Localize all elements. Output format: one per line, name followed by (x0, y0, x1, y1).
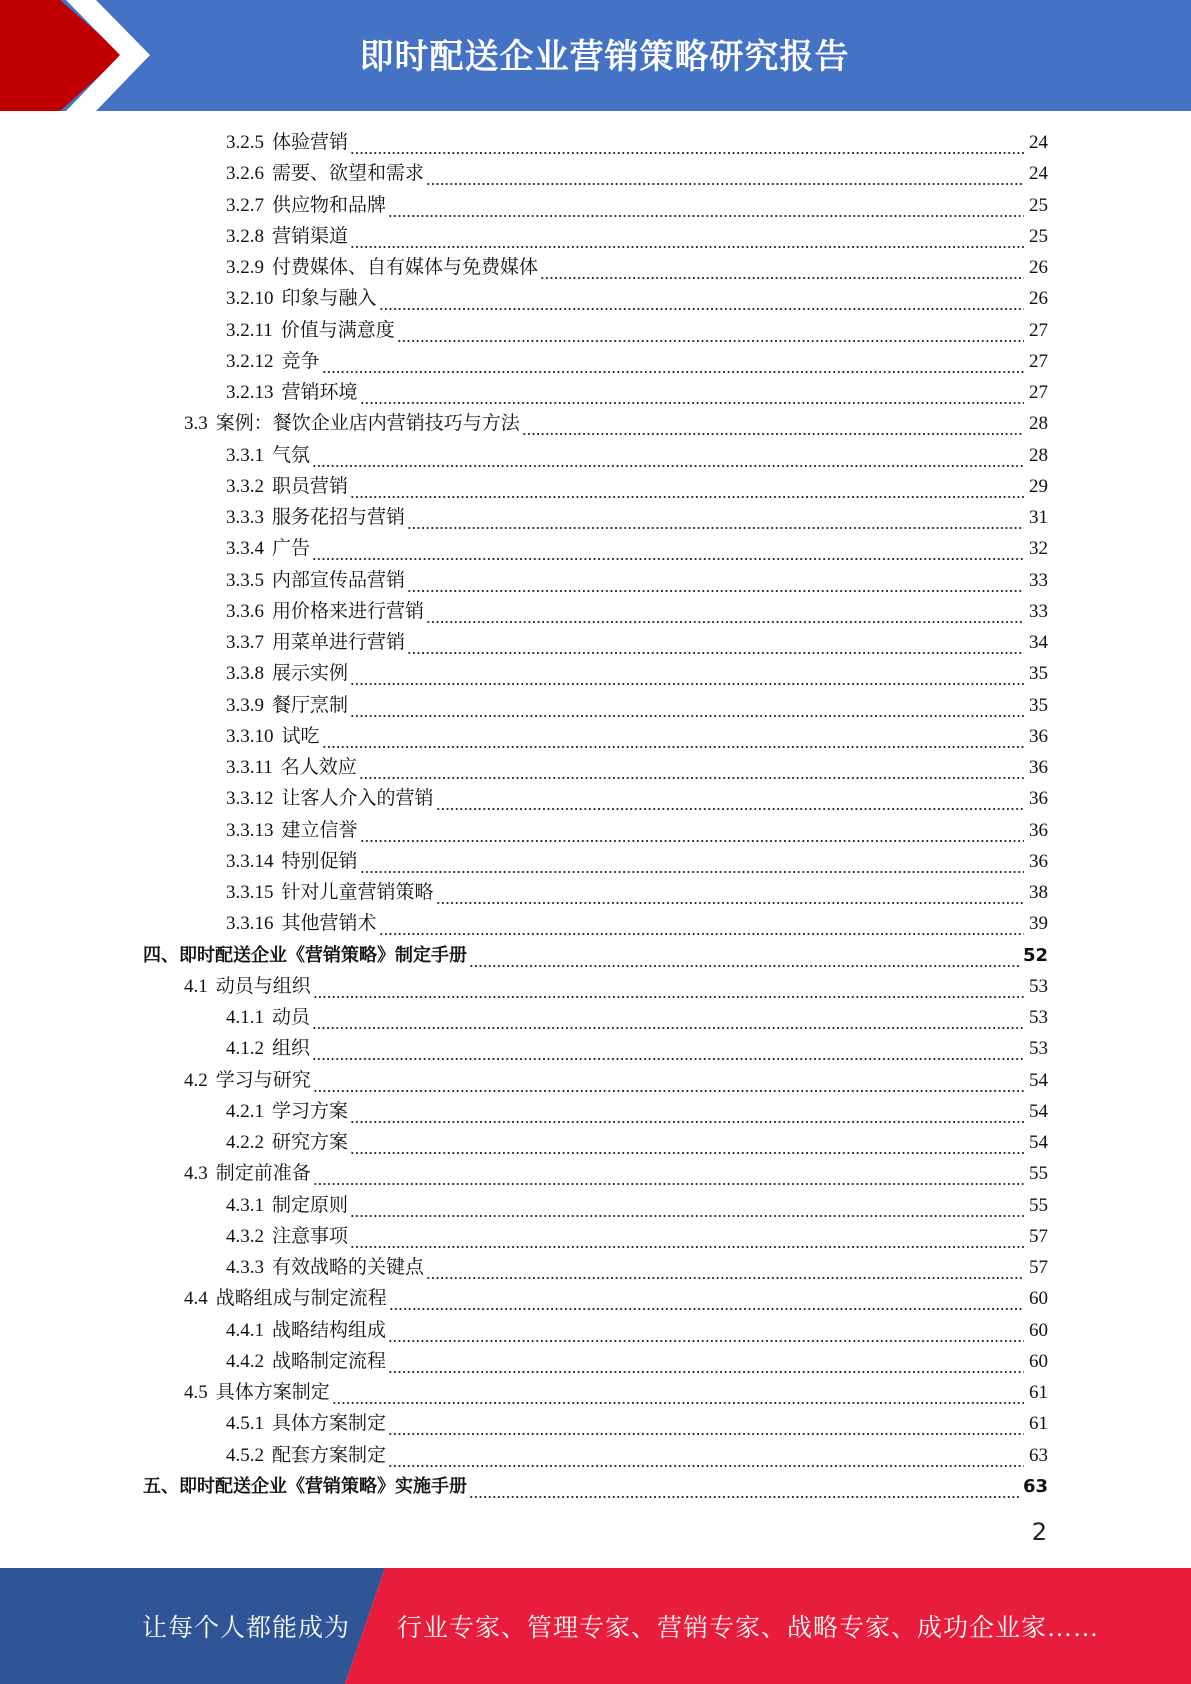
toc-entry-number: 3.2.6 (226, 163, 264, 185)
toc-entry[interactable] (226, 1127, 1048, 1155)
toc-entry-label: 供应物和品牌 (272, 194, 387, 216)
toc-entry-number: 4.4.2 (226, 1350, 264, 1372)
toc-dot-leader (312, 541, 1024, 561)
toc-entry-page: 31 (1029, 507, 1048, 528)
toc-entry-number: 四、 (143, 944, 179, 966)
toc-entry-number: 3.2.7 (226, 194, 264, 216)
toc-entry-label: 学习方案 (272, 1100, 349, 1122)
toc-entry-label: 制定前准备 (215, 1163, 311, 1185)
toc-entry-label: 战略结构组成 (272, 1319, 387, 1341)
toc-dot-leader (350, 479, 1024, 499)
toc-entry-page: 53 (1029, 1038, 1048, 1060)
toc-dot-leader (522, 416, 1024, 436)
toc-dot-leader (350, 666, 1024, 686)
toc-entry-number: 4.2 (184, 1069, 208, 1091)
toc-entry-label: 即时配送企业《营销策略》制定手册 (179, 944, 467, 966)
toc-entry[interactable] (226, 1408, 1048, 1436)
toc-entry-page: 61 (1029, 1382, 1048, 1403)
toc-entry[interactable] (226, 783, 1048, 811)
toc-entry-page: 63 (1022, 1475, 1048, 1497)
toc-entry-label: 具体方案制定 (215, 1382, 330, 1403)
toc-dot-leader (388, 1416, 1024, 1436)
toc-entry-label: 职员营销 (272, 475, 349, 497)
toc-entry-label: 战略制定流程 (272, 1350, 387, 1372)
toc-entry-page: 54 (1029, 1069, 1048, 1091)
toc-entry[interactable] (226, 346, 1048, 374)
toc-entry-page: 36 (1029, 725, 1048, 747)
toc-entry-number: 4.3.1 (226, 1194, 264, 1216)
toc-entry-page: 38 (1029, 882, 1048, 903)
toc-entry-label: 广告 (272, 538, 311, 560)
toc-entry-page: 36 (1029, 788, 1048, 810)
toc-entry-page: 33 (1029, 569, 1048, 591)
page-number: 2 (1031, 1518, 1047, 1546)
toc-entry[interactable] (226, 158, 1048, 186)
toc-entry-number: 3.2.11 (226, 319, 273, 341)
toc-entry-number: 3.3.14 (226, 850, 274, 872)
toc-entry-label: 动员 (272, 1007, 311, 1028)
toc-entry-page: 35 (1029, 694, 1048, 716)
toc-entry-number: 4.1.2 (226, 1038, 264, 1060)
toc-entry-page: 55 (1029, 1163, 1048, 1185)
toc-entry[interactable] (184, 1158, 1048, 1186)
toc-entry[interactable] (184, 971, 1048, 999)
toc-dot-leader (322, 729, 1024, 749)
toc-entry-page: 33 (1029, 600, 1048, 622)
toc-dot-leader (388, 1448, 1024, 1468)
toc-entry-page: 28 (1029, 444, 1048, 466)
toc-entry-number: 4.4.1 (226, 1319, 264, 1341)
toc-entry[interactable] (226, 1440, 1048, 1468)
toc-entry[interactable] (184, 1065, 1048, 1093)
toc-entry-page: 60 (1029, 1319, 1048, 1341)
toc-dot-leader (350, 698, 1024, 718)
toc-dot-leader (350, 1229, 1024, 1249)
toc-entry-number: 4.2.2 (226, 1132, 264, 1153)
toc-entry[interactable] (184, 408, 1048, 436)
toc-entry-page: 25 (1029, 225, 1048, 247)
footer-slogan-left: 让每个人都能成为 (142, 1615, 351, 1642)
toc-dot-leader (350, 1135, 1024, 1155)
toc-entry[interactable] (226, 221, 1048, 249)
toc-dot-leader (322, 354, 1024, 374)
toc-entry-number: 3.3.16 (226, 913, 274, 935)
toc-entry-page: 26 (1029, 288, 1048, 310)
toc-entry-label: 有效战略的关键点 (272, 1257, 425, 1278)
toc-entry-page: 27 (1029, 319, 1048, 341)
toc-dot-leader (388, 198, 1024, 218)
toc-entry-number: 4.3.2 (226, 1225, 264, 1247)
toc-entry-page: 54 (1029, 1100, 1048, 1122)
toc-entry[interactable] (226, 283, 1048, 311)
toc-entry-page: 53 (1029, 1007, 1048, 1028)
toc-entry[interactable] (226, 502, 1048, 530)
toc-dot-leader (397, 323, 1024, 343)
toc-entry-label: 具体方案制定 (272, 1413, 387, 1435)
toc-entry[interactable] (226, 252, 1048, 280)
toc-entry-page: 53 (1029, 975, 1048, 997)
toc-entry-label: 印象与融入 (281, 288, 377, 310)
toc-dot-leader (540, 260, 1024, 280)
toc-entry[interactable] (226, 1346, 1048, 1374)
page-footer (0, 1568, 1191, 1684)
toc-entry-number: 3.3.1 (226, 444, 264, 466)
toc-dot-leader (350, 229, 1024, 249)
toc-entry-label: 其他营销术 (281, 913, 377, 935)
toc-entry[interactable] (226, 877, 1048, 905)
toc-entry-page: 60 (1029, 1350, 1048, 1372)
toc-entry[interactable] (226, 846, 1048, 874)
toc-entry-number: 3.2.8 (226, 225, 264, 247)
toc-entry-label: 内部宣传品营销 (272, 569, 406, 591)
toc-entry-page: 61 (1029, 1413, 1048, 1435)
toc-entry-number: 3.3.15 (226, 882, 274, 903)
toc-entry-page: 36 (1029, 819, 1048, 841)
toc-entry-label: 气氛 (272, 444, 311, 466)
toc-entry[interactable] (184, 1283, 1048, 1311)
toc-dot-leader (407, 573, 1024, 593)
toc-entry-page: 55 (1029, 1194, 1048, 1216)
toc-entry-number: 3.2.12 (226, 350, 274, 372)
toc-entry-number: 3.3.4 (226, 538, 264, 560)
toc-entry-page: 29 (1029, 475, 1048, 497)
toc-entry[interactable] (226, 471, 1048, 499)
toc-entry-label: 服务花招与营销 (272, 507, 406, 528)
toc-entry-page: 36 (1029, 757, 1048, 778)
toc-entry-number: 3.2.5 (226, 132, 264, 153)
toc-dot-leader (360, 385, 1024, 405)
toc-entry[interactable] (226, 815, 1048, 843)
toc-entry-label: 展示实例 (272, 663, 349, 685)
toc-entry-number: 4.1 (184, 975, 208, 997)
toc-entry-number: 五、 (143, 1475, 179, 1497)
toc-entry[interactable] (226, 1096, 1048, 1124)
toc-entry-number: 4.5.2 (226, 1444, 264, 1466)
toc-entry-number: 3.3.3 (226, 507, 264, 528)
toc-dot-leader (379, 916, 1024, 936)
toc-entry-page: 34 (1029, 632, 1048, 653)
toc-dot-leader (388, 1323, 1024, 1343)
toc-entry-label: 用价格来进行营销 (272, 600, 425, 622)
toc-entry-page: 28 (1029, 413, 1048, 435)
toc-entry-label: 配套方案制定 (272, 1444, 387, 1466)
toc-dot-leader (389, 1291, 1024, 1311)
toc-entry-page: 27 (1029, 382, 1048, 403)
toc-entry[interactable] (226, 596, 1048, 624)
toc-entry[interactable] (226, 1221, 1048, 1249)
toc-entry-number: 3.3 (184, 413, 208, 435)
toc-dot-leader (312, 1041, 1024, 1061)
toc-entry-number: 3.3.8 (226, 663, 264, 685)
toc-entry-label: 战略组成与制定流程 (215, 1288, 387, 1310)
toc-dot-leader (407, 510, 1024, 530)
toc-entry[interactable] (226, 1315, 1048, 1343)
toc-dot-leader (350, 135, 1024, 155)
toc-dot-leader (313, 1166, 1024, 1186)
toc-dot-leader (407, 635, 1024, 655)
toc-entry-number: 3.3.12 (226, 788, 274, 810)
toc-entry-page: 63 (1029, 1444, 1048, 1466)
toc-entry-page: 26 (1029, 257, 1048, 278)
toc-entry[interactable] (184, 1377, 1048, 1405)
toc-entry-label: 研究方案 (272, 1132, 349, 1153)
toc-entry-number: 4.5 (184, 1382, 208, 1403)
toc-dot-leader (436, 885, 1024, 905)
toc-entry[interactable] (226, 658, 1048, 686)
toc-dot-leader (426, 166, 1024, 186)
toc-dot-leader (379, 291, 1024, 311)
toc-entry-label: 让客人介入的营销 (281, 788, 434, 810)
toc-entry-label: 即时配送企业《营销策略》实施手册 (179, 1475, 467, 1497)
toc-dot-leader (469, 1479, 1021, 1499)
toc-entry-number: 4.3.3 (226, 1257, 264, 1278)
toc-entry-label: 竞争 (281, 350, 320, 372)
toc-entry[interactable] (226, 440, 1048, 468)
toc-entry-number: 3.2.9 (226, 257, 264, 278)
toc-entry[interactable] (226, 908, 1048, 936)
toc-dot-leader (312, 1010, 1024, 1030)
toc-entry-label: 用菜单进行营销 (272, 632, 406, 653)
toc-entry[interactable] (226, 752, 1048, 780)
toc-entry-page: 27 (1029, 350, 1048, 372)
toc-dot-leader (469, 948, 1021, 968)
toc-entry[interactable] (226, 315, 1048, 343)
toc-entry-page: 25 (1029, 194, 1048, 216)
toc-entry[interactable] (226, 721, 1048, 749)
toc-entry-number: 3.3.13 (226, 819, 274, 841)
toc-entry-label: 注意事项 (272, 1225, 349, 1247)
toc-entry-label: 动员与组织 (215, 975, 311, 997)
toc-entry-page: 24 (1029, 132, 1048, 153)
toc-entry-label: 付费媒体、自有媒体与免费媒体 (272, 257, 539, 278)
toc-entry[interactable] (226, 627, 1048, 655)
footer-slogan-right: 行业专家、管理专家、营销专家、战略专家、成功企业家…… (397, 1615, 1100, 1642)
toc-entry-number: 3.3.9 (226, 694, 264, 716)
toc-entry-number: 3.3.7 (226, 632, 264, 653)
toc-entry-page: 57 (1029, 1225, 1048, 1247)
toc-entry-number: 3.3.6 (226, 600, 264, 622)
toc-entry[interactable] (226, 190, 1048, 218)
toc-entry-label: 营销环境 (281, 382, 358, 403)
toc-entry-number: 4.3 (184, 1163, 208, 1185)
toc-entry-label: 餐厅烹制 (272, 694, 349, 716)
toc-entry[interactable] (226, 1002, 1048, 1030)
toc-dot-leader (388, 1354, 1024, 1374)
toc-entry-label: 针对儿童营销策略 (281, 882, 434, 903)
page-header (0, 0, 1191, 111)
toc-entry-page: 24 (1029, 163, 1048, 185)
toc-entry-label: 案例：餐饮企业店内营销技巧与方法 (215, 413, 520, 435)
toc-dot-leader (312, 448, 1024, 468)
toc-entry[interactable] (226, 690, 1048, 718)
toc-dot-leader (436, 791, 1024, 811)
toc-entry-label: 体验营销 (272, 132, 349, 153)
toc-entry[interactable] (226, 1252, 1048, 1280)
toc-entry-number: 4.5.1 (226, 1413, 264, 1435)
toc-dot-leader (426, 604, 1024, 624)
toc-entry-label: 学习与研究 (215, 1069, 311, 1091)
toc-entry-number: 4.4 (184, 1288, 208, 1310)
toc-entry-page: 52 (1022, 944, 1048, 966)
toc-dot-leader (350, 1104, 1024, 1124)
toc-entry-number: 4.1.1 (226, 1007, 264, 1028)
toc-entry[interactable] (226, 1033, 1048, 1061)
toc-entry-page: 39 (1029, 913, 1048, 935)
toc-entry-page: 32 (1029, 538, 1048, 560)
toc-entry-number: 3.3.5 (226, 569, 264, 591)
toc-entry-page: 57 (1029, 1257, 1048, 1278)
toc-dot-leader (360, 823, 1024, 843)
toc-entry[interactable] (226, 565, 1048, 593)
toc-entry[interactable] (143, 1471, 1048, 1499)
toc-entry-page: 54 (1029, 1132, 1048, 1153)
toc-entry-page: 35 (1029, 663, 1048, 685)
toc-entry-label: 制定原则 (272, 1194, 349, 1216)
toc-entry-number: 3.3.2 (226, 475, 264, 497)
toc-entry-number: 3.2.10 (226, 288, 274, 310)
toc-dot-leader (359, 760, 1024, 780)
toc-dot-leader (360, 854, 1024, 874)
toc-entry[interactable] (226, 127, 1048, 155)
toc-dot-leader (350, 1198, 1024, 1218)
document-title: 即时配送企业营销策略研究报告 (359, 36, 850, 77)
toc-entry[interactable] (226, 1190, 1048, 1218)
toc-entry-label: 试吃 (281, 725, 320, 747)
toc-entry-label: 特别促销 (281, 850, 358, 872)
toc-entry-label: 组织 (272, 1038, 311, 1060)
toc-dot-leader (313, 1073, 1024, 1093)
toc-entry-label: 建立信誉 (281, 819, 358, 841)
toc-entry-page: 36 (1029, 850, 1048, 872)
toc-entry-label: 营销渠道 (272, 225, 349, 247)
toc-dot-leader (426, 1260, 1024, 1280)
toc-entry[interactable] (226, 533, 1048, 561)
toc-entry[interactable] (226, 377, 1048, 405)
toc-entry-label: 需要、欲望和需求 (272, 163, 425, 185)
toc-entry-number: 3.2.13 (226, 382, 274, 403)
toc-entry-number: 4.2.1 (226, 1100, 264, 1122)
toc-entry[interactable] (143, 940, 1048, 968)
toc-entry-number: 3.3.11 (226, 757, 273, 778)
toc-dot-leader (313, 979, 1024, 999)
toc-entry-label: 价值与满意度 (280, 319, 395, 341)
toc-dot-leader (332, 1385, 1024, 1405)
toc-entry-label: 名人效应 (280, 757, 357, 778)
toc-entry-number: 3.3.10 (226, 725, 274, 747)
toc-entry-page: 60 (1029, 1288, 1048, 1310)
